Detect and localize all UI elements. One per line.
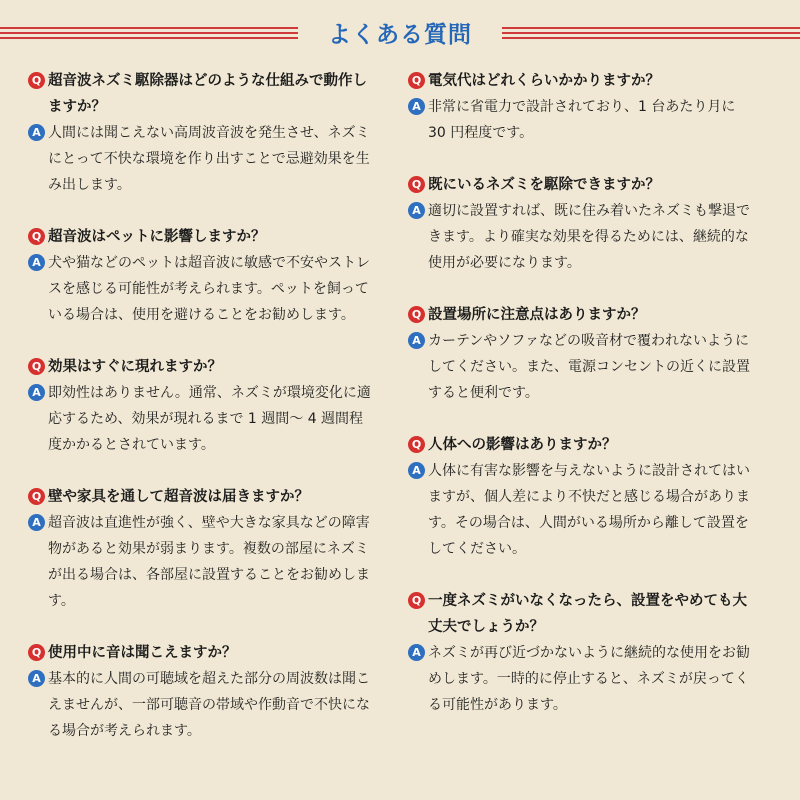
answer-badge-icon: A xyxy=(28,670,45,687)
faq-item xyxy=(408,172,756,276)
answer-badge-icon: A xyxy=(28,254,45,271)
faq-question: 超音波ネズミ駆除器はどのような仕組みで動作しますか？ xyxy=(48,73,367,115)
faq-item xyxy=(408,68,756,146)
faq-item xyxy=(408,302,756,406)
faq-answer: ネズミが再び近づかないように継続的な使用をお勧めします。一時的に停止すると、ネズミが戻ってくる可能性があります。 xyxy=(428,645,750,713)
faq-answer: 人体に有害な影響を与えないように設計されてはいますが、個人差により不快だと感じる場合があります。その場合は、人間がいる場所から離して設置をしてください。 xyxy=(428,463,750,557)
question-badge-icon: Q xyxy=(28,644,45,661)
question-badge-icon: Q xyxy=(408,436,425,453)
faq-answer: カーテンやソファなどの吸音材で覆われないようにしてください。また、電源コンセントの近くに設置すると便利です。 xyxy=(428,333,750,401)
faq-question: 電気代はどれくらいかかりますか？ xyxy=(428,73,660,89)
faq-question: 一度ネズミがいなくなったら、設置をやめても大丈夫でしょうか？ xyxy=(428,593,747,635)
faq-column-right xyxy=(408,68,756,744)
faq-answer: 即効性はありません。通常、ネズミが環境変化に適応するため、効果が現れるまで 1 週間〜 4 週間程度かかるとされています。 xyxy=(48,385,371,453)
page-title: よくある質問 xyxy=(328,22,472,48)
answer-badge-icon: A xyxy=(408,644,425,661)
faq-question: 既にいるネズミを駆除できますか？ xyxy=(428,177,660,193)
question-badge-icon: Q xyxy=(28,72,45,89)
faq-item xyxy=(408,432,756,562)
faq-question: 超音波はペットに影響しますか？ xyxy=(48,229,266,245)
question-badge-icon: Q xyxy=(28,358,45,375)
answer-badge-icon: A xyxy=(408,202,425,219)
faq-question: 壁や家具を通して超音波は届きますか？ xyxy=(48,489,309,505)
answer-badge-icon: A xyxy=(28,384,45,401)
faq-item xyxy=(28,224,376,328)
faq-question: 効果はすぐに現れますか？ xyxy=(48,359,222,375)
answer-badge-icon: A xyxy=(408,332,425,349)
faq-answer: 基本的に人間の可聴域を超えた部分の周波数は聞こえませんが、一部可聴音の帯域や作動音で不快になる場合が考えられます。 xyxy=(48,671,370,739)
faq-answer: 非常に省電力で設計されており、1 台あたり月に 30 円程度です。 xyxy=(428,99,736,141)
decorative-stripes-left xyxy=(0,27,298,41)
answer-badge-icon: A xyxy=(408,98,425,115)
answer-badge-icon: A xyxy=(408,462,425,479)
faq-question: 設置場所に注意点はありますか？ xyxy=(428,307,646,323)
answer-badge-icon: A xyxy=(28,124,45,141)
question-badge-icon: Q xyxy=(408,592,425,609)
question-badge-icon: Q xyxy=(28,228,45,245)
answer-badge-icon: A xyxy=(28,514,45,531)
faq-answer: 犬や猫などのペットは超音波に敏感で不安やストレスを感じる可能性が考えられます。ペットを飼っている場合は、使用を避けることをお勧めします。 xyxy=(48,255,370,323)
faq-question: 使用中に音は聞こえますか？ xyxy=(48,645,237,661)
faq-column-left xyxy=(28,68,376,770)
question-badge-icon: Q xyxy=(408,306,425,323)
faq-item xyxy=(408,588,756,718)
title-bar xyxy=(0,18,800,54)
faq-item xyxy=(28,484,376,614)
faq-answer: 人間には聞こえない高周波音波を発生させ、ネズミにとって不快な環境を作り出すことで忌避効果を生み出します。 xyxy=(48,125,370,193)
faq-answer: 適切に設置すれば、既に住み着いたネズミも撃退できます。より確実な効果を得るためには、継続的な使用が必要になります。 xyxy=(428,203,750,271)
faq-item xyxy=(28,354,376,458)
decorative-stripes-right xyxy=(502,27,800,41)
question-badge-icon: Q xyxy=(408,72,425,89)
faq-item xyxy=(28,640,376,744)
question-badge-icon: Q xyxy=(28,488,45,505)
faq-answer: 超音波は直進性が強く、壁や大きな家具などの障害物があると効果が弱まります。複数の部屋にネズミが出る場合は、各部屋に設置することをお勧めします。 xyxy=(48,515,370,609)
question-badge-icon: Q xyxy=(408,176,425,193)
faq-question: 人体への影響はありますか？ xyxy=(428,437,617,453)
faq-item xyxy=(28,68,376,198)
